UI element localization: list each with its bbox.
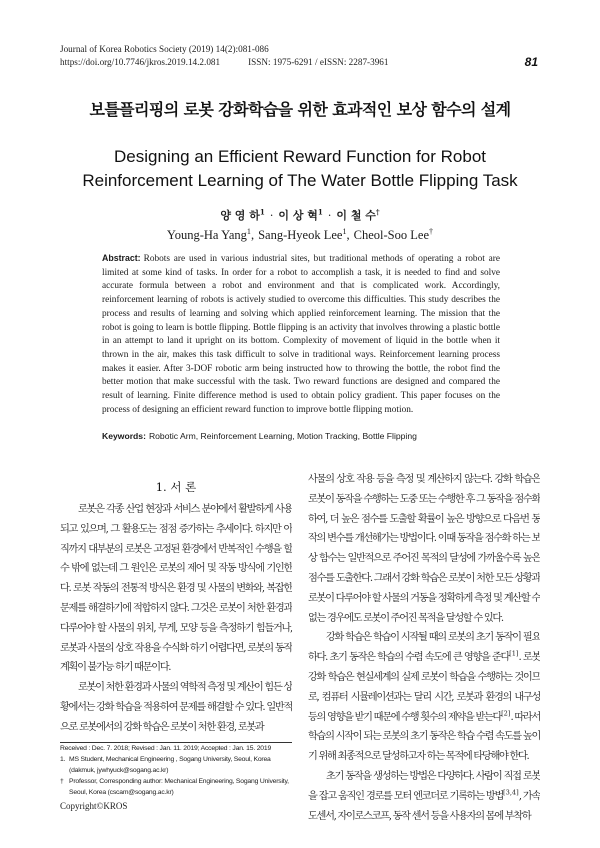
abstract bbox=[102, 252, 500, 417]
keywords-label: Keywords: bbox=[102, 431, 146, 441]
doi-issn-line bbox=[60, 56, 500, 69]
corresponding-mark: † bbox=[429, 226, 434, 236]
intro-paragraph bbox=[308, 767, 540, 826]
author-name: 이 상 혁 bbox=[278, 209, 318, 222]
footnote-text: MS Student, Mechanical Engineering , Sogang University, Seoul, Korea (dakmuk, jywhyuck@sogang.ac.kr) bbox=[69, 755, 271, 774]
author-name: Sang-Hyeok Lee bbox=[258, 228, 343, 242]
footnote-text: Professor, Corresponding author: Mechanical Engineering, Sogang University, Seoul, Korea (cscam@sogang.ac.kr) bbox=[69, 777, 289, 796]
keywords-text: Robotic Arm, Reinforcement Learning, Motion Tracking, Bottle Flipping bbox=[148, 431, 417, 441]
affiliation-mark: 1 bbox=[342, 226, 347, 236]
intro-paragraph bbox=[308, 628, 540, 767]
authors-english bbox=[60, 227, 540, 243]
abstract-label: Abstract: bbox=[102, 253, 141, 263]
author-name: 이 철 수 bbox=[336, 209, 376, 222]
affiliation-mark: 1 bbox=[259, 207, 265, 217]
title-english: Designing an Efficient Reward Function for Robot Reinforcement Learning of The Water Bottle Flipping Task bbox=[82, 147, 518, 190]
issn: ISSN: 1975-6291 / eISSN: 2287-3961 bbox=[248, 56, 389, 67]
running-header bbox=[60, 43, 500, 68]
footnote-mark: 1. bbox=[60, 755, 66, 763]
paragraph-text: . 따라서 학습의 시작이 되는 로봇의 초기 동작은 학습 수렴 속도를 높이기 위해 최종적으로 달성하고자 하는 목적에 타당해야 한다. bbox=[308, 711, 540, 763]
paragraph-text: 강화 학습은 학습이 시작될 때의 로봇의 초기 동작이 필요하다. 초기 동작은 학습의 수렴 속도에 큰 영향을 준다 bbox=[308, 632, 540, 664]
right-column bbox=[308, 470, 540, 846]
paragraph-text: , 가속도센서, 자이로스코프, 동작 센서 등을 사용자의 몸에 부착하 bbox=[308, 790, 540, 822]
intro-paragraph: 로봇이 처한 환경과 사물의 역학적 측정 및 계산이 힘든 상황에서는 강화 학습을 적용하여 문제를 해결할 수 있다. 일반적으로 로봇에서의 강화 학습은 로봇이 처한 환경, 로봇과 bbox=[60, 682, 292, 733]
journal-citation: Journal of Korea Robotics Society (2019) 14(2):081-086 bbox=[60, 44, 269, 54]
author-name: Cheol-Soo Lee bbox=[353, 228, 429, 242]
paragraph-text: . 로봇 강화 학습은 현실세계의 실제 로봇이 학습을 수행하는 것이므로, 컴퓨터 시뮬레이션과는 달리 시간, 로봇과 환경의 내구성 등의 영향을 받기 때문에 수행 횟수의 제약을 받는다 bbox=[308, 652, 540, 723]
citation: [2] bbox=[501, 709, 511, 718]
author-separator: , bbox=[346, 228, 350, 242]
footnote-divider bbox=[60, 742, 292, 743]
keywords bbox=[102, 430, 500, 442]
citation: [3,4] bbox=[503, 788, 519, 797]
abstract-text: Robots are used in various industrial sites, but traditional methods of operating a robot are limited at some kind of tasks. In order for a robot to accomplish a task, it is needed to find and solve accurate formula between a robot and environment and that is complicated work. Accordingly, reinforcement learning of robots is actively studied to overcome this difficulties. This study describes the process and results of learning and solving which applied reinforcement learning. The mission that the robot is going to learn is bottle flipping. Bottle flipping is an activity that involves throwing a plastic bottle in an attempt to land it upright on its bottom. Complexity of movement of liquid in the bottle when it thrown in the air, makes this task difficult to solve in traditional ways. Reinforcement learning process makes it easier. After 3-DOF robotic arm being instructed how to throwing the bottle, the robot find the better motion that make successful with the task. Two reward functions are designed and compared the result of learning. Finite difference method is used to obtain policy gradient. This paper focuses on the process of designing an efficient reward function to improve bottle flipping motion. bbox=[102, 254, 500, 415]
footnote-item bbox=[60, 755, 296, 777]
author-separator: , bbox=[250, 228, 255, 242]
footnote-item bbox=[60, 777, 296, 799]
copyright: Copyright©KROS bbox=[60, 801, 128, 811]
affiliation-mark: 1 bbox=[246, 226, 251, 236]
page-number: 81 bbox=[524, 55, 538, 69]
left-column bbox=[60, 500, 292, 740]
corresponding-mark: † bbox=[375, 207, 380, 217]
doi-link[interactable]: https://doi.org/10.7746/jkros.2019.14.2.081 bbox=[60, 56, 221, 67]
intro-paragraph: 사물의 상호 작용 등을 측정 및 계산하지 않는다. 강화 학습은 로봇이 동작을 수행하는 도중 또는 수행한 후 그 동작을 점수화 하여, 더 높은 점수를 도출할 확률이 높은 방향으로 다음번 동작의 변수를 개선해가는 방법이다. 이때 동작을 점수화 하는 보상 함수는 일반적으로 주어진 목적의 달성에 가까울수록 높은 점수를 도출한다. 그래서 강화 학습은 로봇이 처한 모든 상황과 로봇이 다루어야 할 사물의 거동을 정확하게 측정 및 계산할 수 없는 경우에도 로봇이 주어진 목적을 달성할 수 있다. bbox=[308, 474, 540, 624]
affiliation-mark: 1 bbox=[317, 207, 323, 217]
citation: [1] bbox=[509, 649, 519, 658]
received-dates: Received : Dec. 7. 2018; Revised : Jan. 11. 2019; Accepted : Jan. 15. 2019 bbox=[60, 745, 272, 752]
title-korean: 보틀플리핑의 로봇 강화학습을 위한 효과적인 보상 함수의 설계 bbox=[89, 100, 511, 119]
authors-korean bbox=[60, 208, 540, 224]
paragraph-text: 초기 동작을 생성하는 방법은 다양하다. 사람이 직접 로봇을 잡고 움직인 경로를 모터 엔코더로 기록하는 방법 bbox=[308, 770, 540, 802]
author-separator: · bbox=[327, 209, 332, 222]
footnotes bbox=[60, 744, 296, 799]
footnote-mark: † bbox=[60, 777, 64, 785]
intro-paragraph: 로봇은 각종 산업 현장과 서비스 분야에서 활발하게 사용되고 있으며, 그 활용도는 점점 증가하는 추세이다. 하지만 아직까지 대부분의 로봇은 고정된 환경에서 반복적인 수행을 할 수 밖에 없는데 그 원인은 로봇의 제어 및 작동 방식에 기인한다. 로봇 작동의 전통적 방식은 환경 및 사물의 변화와, 복잡한 문제를 해결하기에 적합하지 않다. 그것은 로봇이 처한 환경과 다루어야 할 사물의 위치, 무게, 모양 등을 측정하기 힘들거나, 로봇과 사물의 상호 작용을 수식화 하기 어렵다면, 로봇의 동작 계획이 불가능 하기 때문이다. bbox=[60, 504, 292, 674]
author-separator: · bbox=[269, 209, 274, 222]
section-heading: 1. 서 론 bbox=[155, 480, 197, 494]
author-name: Young-Ha Yang bbox=[166, 228, 247, 242]
author-name: 양 영 하 bbox=[220, 209, 260, 222]
